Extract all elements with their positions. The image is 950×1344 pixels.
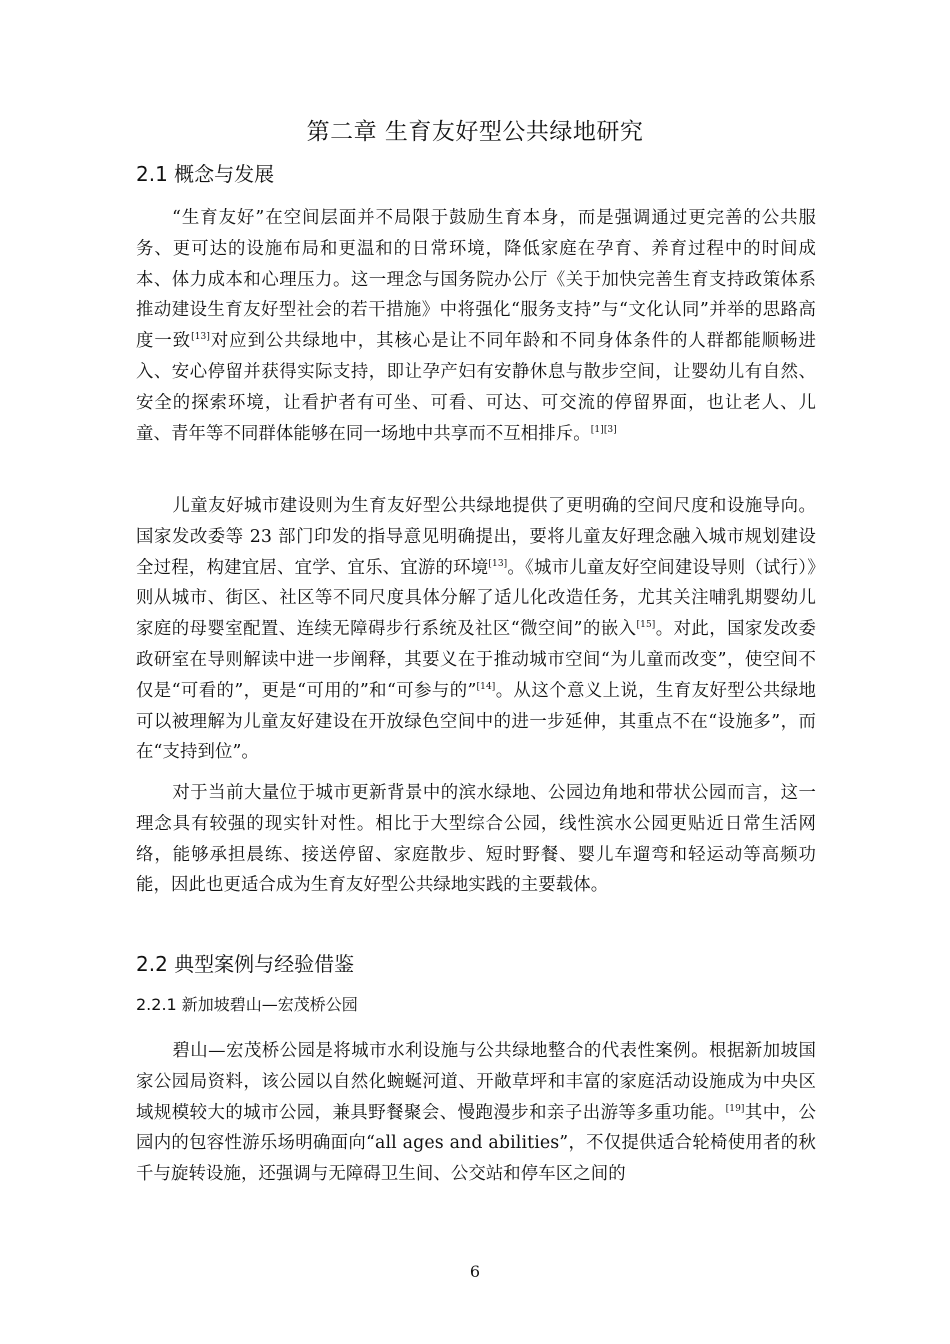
subsection-heading-2-2-1: 2.2.1 新加坡碧山—宏茂桥公园 [136, 995, 358, 1014]
text-segment: 儿童友好城市建设则为生育友好型公共绿地提供了更明确的空间尺度和设施导向。国家发改委等 23 部门印发的指导意见明确提出，要将儿童友好理念融入城市规划建设全过程，构建宜居、宜学、宜乐、宜游的环境 [136, 496, 816, 578]
section-heading-2-1: 2.1 概念与发展 [136, 162, 275, 186]
paragraph-2-1-2 [136, 491, 816, 768]
text-segment: “生育友好”在空间层面并不局限于鼓励生育本身，而是强调通过更完善的公共服务、更可达的设施布局和更温和的日常环境，降低家庭在孕育、养育过程中的时间成本、体力成本和心理压力。这一理念与国务院办公厅《关于加快完善生育支持政策体系推动建设生育友好型社会的若干措施》中将强化“服务支持”与“文化认同”并举的思路高度一致 [136, 208, 816, 352]
text-segment: 对于当前大量位于城市更新背景中的滨水绿地、公园边角地和带状公园而言，这一理念具有较强的现实针对性。相比于大型综合公园，线性滨水公园更贴近日常生活网络，能够承担晨练、接送停留、家庭散步、短时野餐、婴儿车遛弯和轻运动等高频功能，因此也更适合成为生育友好型公共绿地实践的主要载体。 [136, 783, 816, 896]
text-segment: 。《城市儿童友好空间建设导则（试行）》则从城市、街区、社区等不同尺度具体分解了适儿化改造任务，尤其关注哺乳期婴幼儿家庭的母婴室配置、连续无障碍步行系统及社区“微空间”的嵌入 [136, 557, 816, 640]
text-segment: 。对此，国家发改委政研室在导则解读中进一步阐释，其要义在于推动城市空间“为儿童而改变”，使空间不仅是“可看的”，更是“可用的”和“可参与的” [136, 619, 816, 701]
text-segment: 其中，公园内的包容性游乐场明确面向“all ages and abilities”，不仅提供适合轮椅使用者的秋千与旋转设施，还强调与无障碍卫生间、公交站和停车区之间的 [136, 1102, 816, 1185]
paragraph-2-2-1-1 [136, 1036, 816, 1190]
text-segment: 对应到公共绿地中，其核心是让不同年龄和不同身体条件的人群都能顺畅进入、安心停留并获得实际支持，即让孕产妇有安静休息与散步空间，让婴幼儿有自然、安全的探索环境，让看护者有可坐、可看、可达、可交流的停留界面，也让老人、儿童、青年等不同群体能够在同一场地中共享而不互相排斥。 [136, 331, 816, 444]
citation-ref: [19] [725, 1103, 745, 1114]
citation-ref: [1][3] [590, 424, 617, 435]
text-segment: 碧山—宏茂桥公园是将城市水利设施与公共绿地整合的代表性案例。根据新加坡国家公园局资料，该公园以自然化蜿蜒河道、开敞草坪和丰富的家庭活动设施成为中央区域规模较大的城市公园，兼具野餐聚会、慢跑漫步和亲子出游等多重功能。 [136, 1041, 816, 1123]
citation-ref: [15] [636, 620, 656, 631]
paragraph-2-1-3 [136, 778, 816, 901]
citation-ref: [14] [476, 681, 496, 692]
text-segment: 。从这个意义上说，生育友好型公共绿地可以被理解为儿童友好建设在开放绿色空间中的进一步延伸，其重点不在“设施多”，而在“支持到位”。 [136, 680, 817, 763]
chapter-title: 第二章 生育友好型公共绿地研究 [306, 119, 644, 145]
paragraph-2-1-1 [136, 203, 816, 449]
section-heading-2-2: 2.2 典型案例与经验借鉴 [136, 952, 355, 976]
citation-ref: [13] [488, 558, 508, 569]
citation-ref: [13] [191, 332, 210, 343]
page-number: 6 [469, 1262, 481, 1281]
